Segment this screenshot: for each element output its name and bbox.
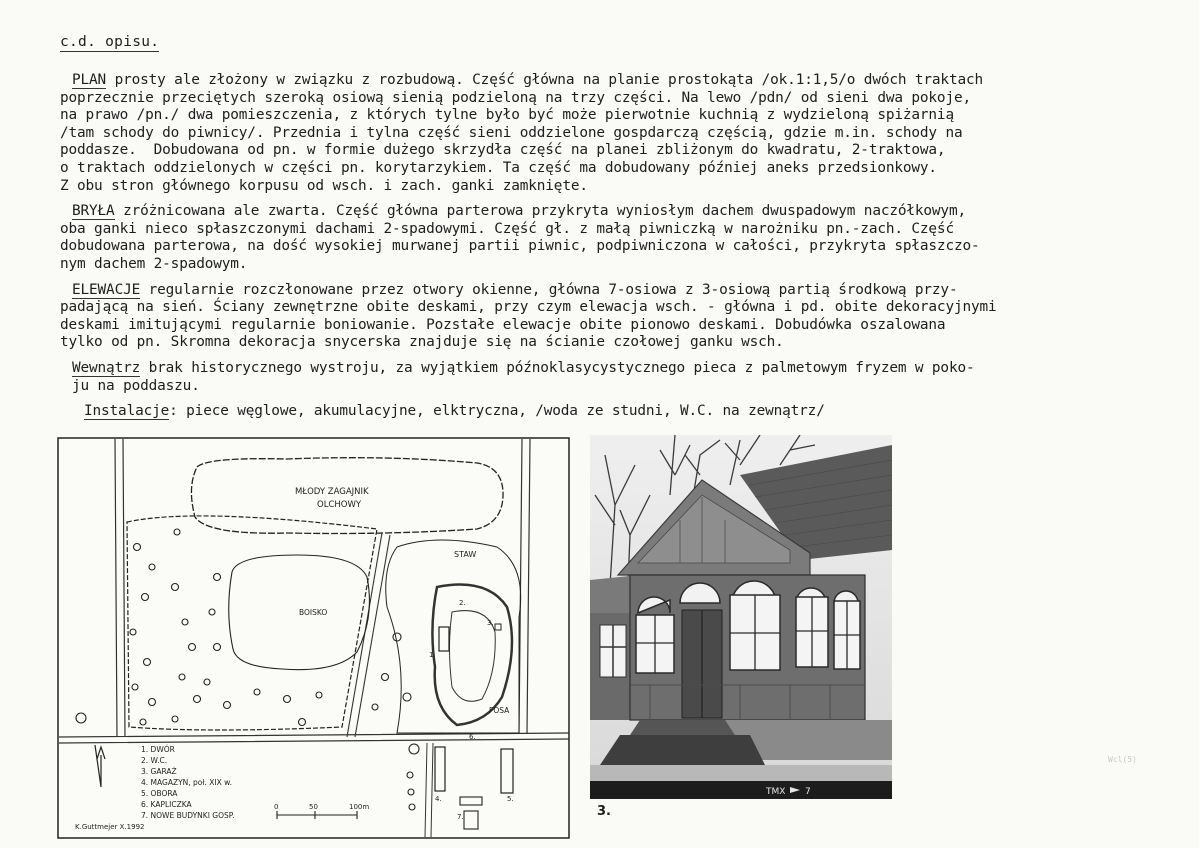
section-key: Wewnątrz [72,359,141,376]
svg-text:100m: 100m [349,803,370,811]
svg-text:0: 0 [274,803,279,811]
section-elewacje: ELEWACJE regularnie rozczłonowane przez otwory okienne, główna 7-osiowa z 3-osiową partią środkową przy- padającą na sień. Ściany zewnętrzne obite deskami, przy czym elewacja wsch. - główna i pd. obite dekoracyjnymi deskami imitującymi regularnie boniowanie. Pozstałe elewacje obite pionowo deskami. Dobudówka oszalowana tylko od pn. Skromna dekoracja snycerska znajduje się na ścianie czołowej ganku wsch. [60,281,997,351]
map-author-signature: K.Guttmejer X.1992 [75,823,145,831]
map-number: 1. [429,651,436,659]
map-number: 2. [459,599,466,607]
svg-text:4. MAGAZYN, poł. XIX w.: 4. MAGAZYN, poł. XIX w. [141,778,232,787]
svg-text:3. GARAŻ: 3. GARAŻ [141,767,177,776]
section-wewnatrz: Wewnątrz brak historycznego wystroju, za wyjątkiem późnoklasycystycznego pieca z palmetowym fryzem w poko- ju na poddaszu. [72,359,975,394]
svg-text:2. W.C.: 2. W.C. [141,756,168,765]
film-label: TMX [766,787,786,797]
section-key: ELEWACJE [72,281,141,298]
description-text [60,72,1170,429]
map-label-meadow: MŁODY ZAGAJNIK [295,487,369,497]
section-key: PLAN [72,72,107,88]
margin-pencil-mark: Wcl(5) [1108,755,1137,764]
svg-text:7. NOWE BUDYNKI GOSP.: 7. NOWE BUDYNKI GOSP. [141,811,235,820]
map-label-pond: STAW [454,550,477,559]
map-number: 4. [435,795,442,803]
section-instalacje: Instalacje: piece węglowe, akumulacyjne, elktryczna, /woda ze studni, W.C. na zewnątrz/ [84,403,825,420]
section-plan: PLAN prosty ale złożony w związku z rozbudową. Część główna na planie prostokąta /ok.1:1,5/o dwóch traktach poprzecznie przeciętych szeroką osiową sienią podzieloną na trzy części. Na lewo /pdn/ od sieni dwa pokoje, na prawo /pn./ dwa pomieszczenia, z których tylne było być może pierwotnie kuchnią z wydzieloną spiżarnią /tam schody do piwnicy/. Przednia i tylna część sieni oddzielone gospdarczą częścią, gdzie m.in. schody na poddasze. Dobudowana od pn. w formie dużego skrzydła część na planei zbliżonym do kwadratu, 2-traktowa, o traktach oddzielonych w części pn. korytarzykiem. Ta część ma dobudowany później aneks przedsionkowy. Z obu stron głównego korpusu od wsch. i zach. ganki zamknięte. [60,72,983,194]
svg-text:6. KAPLICZKA: 6. KAPLICZKA [141,800,192,809]
map-label-moat: FOSA [489,706,510,715]
site-plan-map [57,437,570,839]
map-label-field: BOISKO [299,608,328,617]
map-number: 5. [507,795,514,803]
film-frame-number: 7 [805,787,811,797]
map-number: 7. [457,813,464,821]
svg-text:1. DWÓR: 1. DWÓR [141,745,175,754]
section-key: BRYŁA [72,203,115,220]
page-heading: c.d. opisu. [60,34,160,50]
map-number: 3. [487,619,494,627]
section-key: Instalacje [84,403,170,420]
svg-text:50: 50 [309,803,318,811]
photo-number: 3. [597,804,611,819]
svg-text:5. OBORA: 5. OBORA [141,789,178,798]
house-photograph [590,435,892,799]
section-bryla: BRYŁA zróżnicowana ale zwarta. Część główna parterowa przykryta wyniosłym dachem dwuspadowym naczółkowym, oba ganki nieco spłaszczonymi dachami 2-spadowymi. Część gł. z małą piwniczką w narożniku pn.-zach. Część dobudowana parterowa, na dość wysokiej murwanej partii piwnic, podpiwniczona w całości, przykryta spłaszczo- nym dachem 2-spadowym. [60,203,980,272]
map-label-meadow: OLCHOWY [317,500,362,510]
map-number: 6. [469,733,476,741]
